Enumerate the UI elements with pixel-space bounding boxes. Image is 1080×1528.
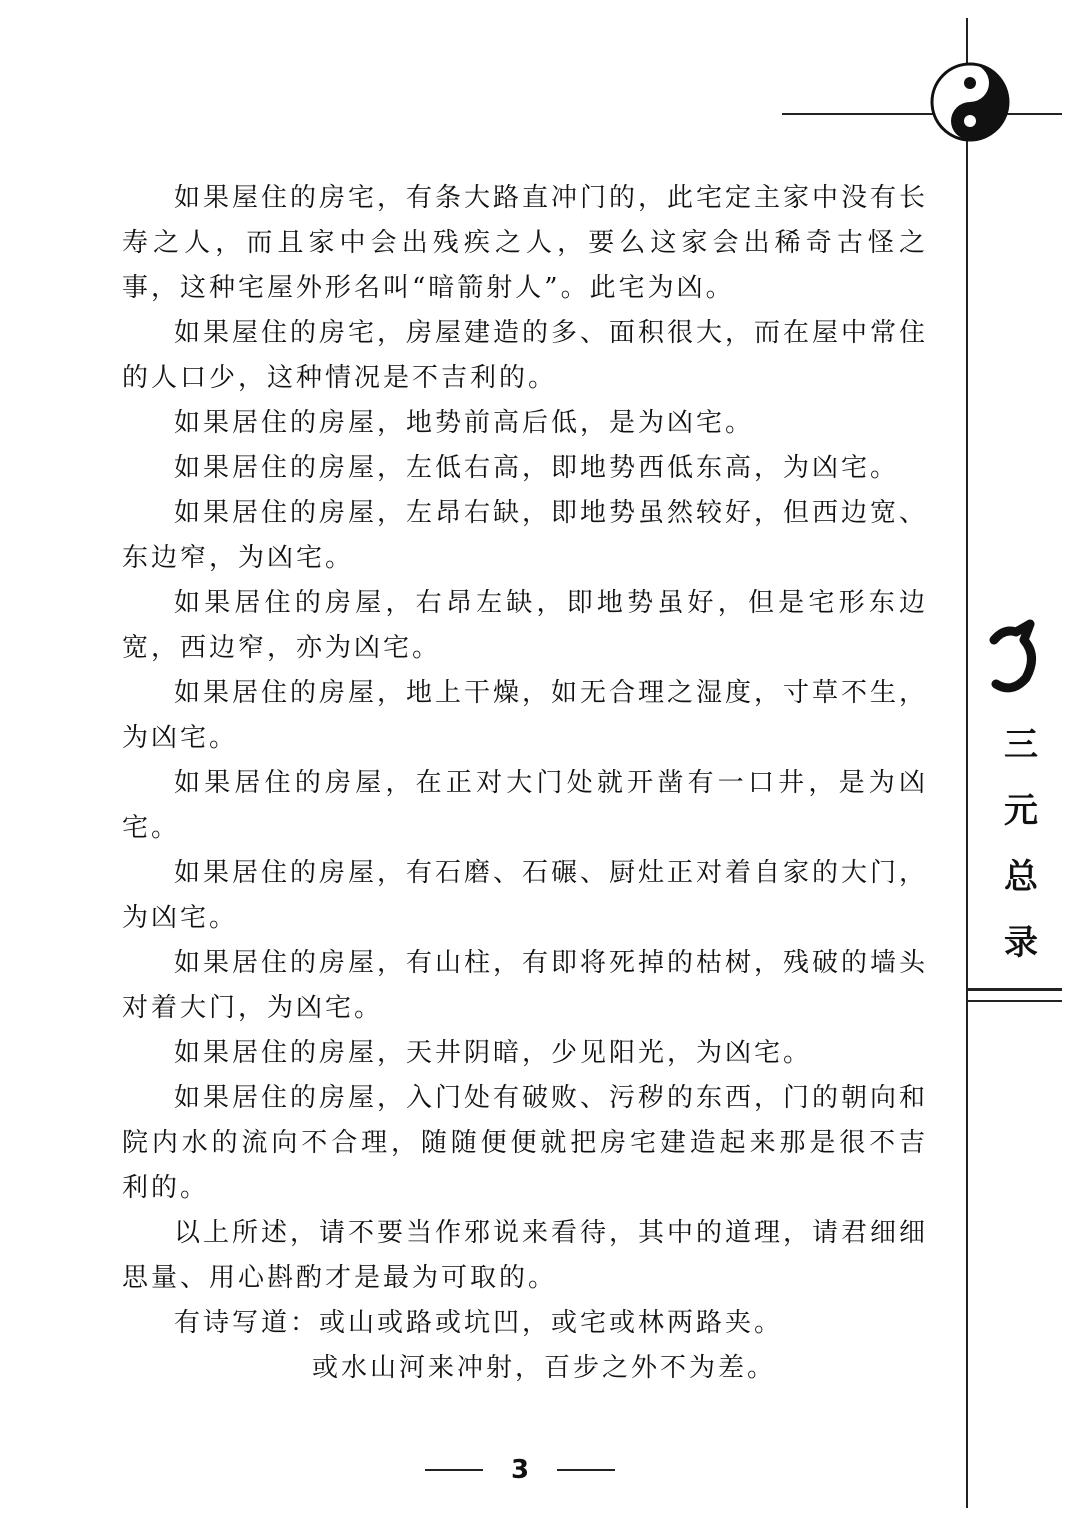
title-char: 元 <box>1004 791 1038 831</box>
poem <box>122 1301 928 1391</box>
page-footer <box>420 1450 620 1490</box>
paragraph: 如果居住的房屋，有山柱，有即将死掉的枯树，残破的墙头对着大门，为凶宅。 <box>122 948 929 1023</box>
poem-line-2: 或水山河来冲射，百步之外不为差。 <box>312 1353 777 1383</box>
paragraph: 如果居住的房屋，入门处有破败、污秽的东西，门的朝向和院内水的流向不合理，随随便便就把房宅建造起来那是很不吉利的。 <box>122 1083 929 1203</box>
book-title-vertical <box>990 712 1052 976</box>
header-horizontal-rule <box>782 113 1062 115</box>
paragraph: 如果居住的房屋，地上干燥，如无合理之湿度，寸草不生，为凶宅。 <box>122 678 929 753</box>
paragraph: 如果居住的房屋，右昂左缺，即地势虽好，但是宅形东边宽，西边窄，亦为凶宅。 <box>122 588 928 663</box>
taiji-icon <box>930 62 1010 142</box>
footer-dash <box>557 1469 615 1471</box>
paragraph: 如果居住的房屋，天井阴暗，少见阳光，为凶宅。 <box>174 1038 813 1068</box>
footer-dash <box>425 1469 483 1471</box>
paragraph: 如果居住的房屋，左昂右缺，即地势虽然较好，但西边宽、东边窄，为凶宅。 <box>122 498 929 573</box>
body-text <box>122 176 928 1391</box>
title-char: 总 <box>1004 857 1038 897</box>
book-emblem-icon <box>986 618 1046 698</box>
paragraph: 如果居住的房屋，在正对大门处就开凿有一口井，是为凶宅。 <box>122 768 928 843</box>
margin-vertical-rule <box>966 18 968 1508</box>
title-char: 录 <box>1004 923 1038 963</box>
sidebar-rule <box>968 988 1062 991</box>
sidebar-rule <box>968 1000 1062 1002</box>
paragraph: 如果屋住的房宅，房屋建造的多、面积很大，而在屋中常住的人口少，这种情况是不吉利的。 <box>122 318 929 393</box>
paragraph: 如果屋住的房宅，有条大路直冲门的，此宅定主家中没有长寿之人，而且家中会出残疾之人，要么这家会出稀奇古怪之事，这种宅屋外形名叫“暗箭射人”。此宅为凶。 <box>122 183 929 303</box>
paragraph: 如果居住的房屋，左低右高，即地势西低东高，为凶宅。 <box>174 453 900 483</box>
paragraph: 如果居住的房屋，地势前高后低，是为凶宅。 <box>174 408 755 438</box>
title-char: 三 <box>1004 725 1038 765</box>
page-number: 3 <box>510 1455 530 1485</box>
poem-line-1: 有诗写道：或山或路或坑凹，或宅或林两路夹。 <box>174 1308 784 1338</box>
paragraph: 以上所述，请不要当作邪说来看待，其中的道理，请君细细思量、用心斟酌才是最为可取的。 <box>122 1218 929 1293</box>
paragraph: 如果居住的房屋，有石磨、石碾、厨灶正对着自家的大门，为凶宅。 <box>122 858 929 933</box>
